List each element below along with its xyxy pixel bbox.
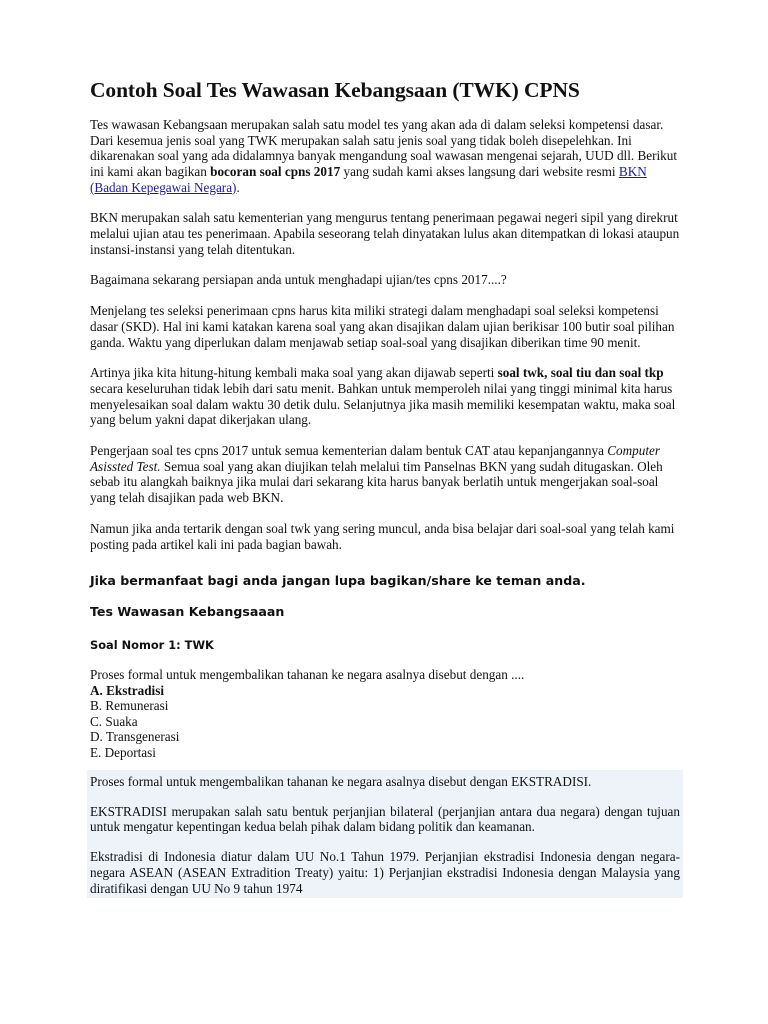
bold-phrase: soal twk, soal tiu dan soal tkp: [497, 365, 664, 381]
intro-text: Pengerjaan soal tes cpns 2017 untuk semua kementerian dalam bentuk CAT atau kepanjangannya: [90, 443, 608, 459]
explanation-box: [87, 770, 683, 898]
intro-paragraph-7: Namun jika anda tertarik dengan soal twk yang sering muncul, anda bisa belajar dari soal-soal yang telah kami posting pada artikel kali ini pada bagian bawah.: [90, 520, 675, 552]
explanation-paragraph-2: EKSTRADISI merupakan salah satu bentuk perjanjian bilateral (perjanjian antara dua negara) dengan tujuan untuk mengatur kepentingan kedua belah pihak dalam bidang politik dan keamanan.: [90, 803, 680, 835]
intro-text: yang sudah kami akses langsung dari website resmi: [340, 163, 619, 179]
question-number: Soal Nomor 1: TWK: [90, 638, 214, 653]
bold-phrase: bocoran soal cpns 2017: [210, 163, 341, 179]
italic-phrase: Computer Asissted Test.: [90, 443, 660, 474]
question-text: Proses formal untuk mengembalikan tahanan ke negara asalnya disebut dengan ....: [90, 667, 525, 683]
intro-paragraph-1: [90, 117, 680, 196]
explanation-paragraph-3: Ekstradisi di Indonesia diatur dalam UU No.1 Tahun 1979. Perjanjian ekstradisi Indonesia dengan negara-negara ASEAN (ASEAN Extradition Treaty) yaitu: 1) Perjanjian ekstradisi Indonesia dengan Malaysia yang diratifikasi dengan UU No 9 tahun 1974: [90, 849, 680, 896]
article-body: [90, 78, 680, 898]
option-b: B. Remunerasi: [90, 698, 169, 714]
intro-paragraph-5: [90, 365, 680, 428]
intro-text: Semua soal yang akan diujikan telah melalui tim Panselnas BKN yang sudah ditugaskan. Oleh sebab itu alangkah baiknya jika mulai dari sekarang kita harus banyak berlatih untuk mengerjakan soal-soal yang telah disajikan pada web BKN.: [90, 458, 663, 506]
section-title: Tes Wawasan Kebangsaaan: [90, 604, 285, 620]
intro-paragraph-6: [90, 443, 680, 506]
intro-text: Tes wawasan Kebangsaan merupakan salah satu model tes yang akan ada di dalam seleksi kompetensi dasar. Dari kesemua jenis soal yang TWK merupakan salah satu jenis soal yang tidak boleh disepelehkan. Ini dikarenakan soal yang ada didalamnya banyak mengandung soal wawasan mengenai sejarah, UUD dll. Berikut ini kami akan bagikan: [90, 116, 678, 179]
intro-text: .: [236, 179, 240, 195]
intro-paragraph-4: Menjelang tes seleksi penerimaan cpns harus kita miliki strategi dalam menghadapi soal seleksi kompetensi dasar (SKD). Hal ini kami katakan karena soal yang akan disajikan dalam ujian berikisar 100 butir soal pilihan ganda. Waktu yang diperlukan dalam menjawab setiap soal-soal yang disajikan diberikan time 90 menit.: [90, 303, 675, 350]
intro-text: secara keseluruhan tidak lebih dari satu menit. Bahkan untuk memperoleh nilai yang tinggi minimal kita harus menyelesaikan soal dalam waktu 30 detik dulu. Selanjutnya jika masih memiliki kesempatan waktu, maka soal yang belum yakni dapat dikerjakan ulang.: [90, 380, 676, 428]
page-title: Contoh Soal Tes Wawasan Kebangsaan (TWK) CPNS: [90, 78, 580, 102]
option-e: E. Deportasi: [90, 744, 156, 760]
answer-options: [90, 683, 680, 760]
intro-paragraph-3: Bagaimana sekarang persiapan anda untuk menghadapi ujian/tes cpns 2017....?: [90, 272, 507, 288]
option-c: C. Suaka: [90, 713, 138, 729]
option-a: A. Ekstradisi: [90, 682, 165, 698]
intro-text: Artinya jika kita hitung-hitung kembali maka soal yang akan dijawab seperti: [90, 365, 498, 381]
bkn-link[interactable]: BKN (Badan Kepegawai Negara): [90, 163, 647, 195]
option-d: D. Transgenerasi: [90, 729, 180, 745]
share-reminder: Jika bermanfaat bagi anda jangan lupa bagikan/share ke teman anda.: [90, 573, 586, 589]
intro-paragraph-2: BKN merupakan salah satu kementerian yang mengurus tentang penerimaan pegawai negeri sipil yang direkrut melalui ujian atau tes penerimaan. Apabila seseorang telah dinyatakan lulus akan ditempatkan di lokasi ataupun instansi-instansi yang telah ditentukan.: [90, 210, 680, 257]
explanation-paragraph-1: Proses formal untuk mengembalikan tahanan ke negara asalnya disebut dengan EKSTRADISI.: [90, 774, 592, 789]
